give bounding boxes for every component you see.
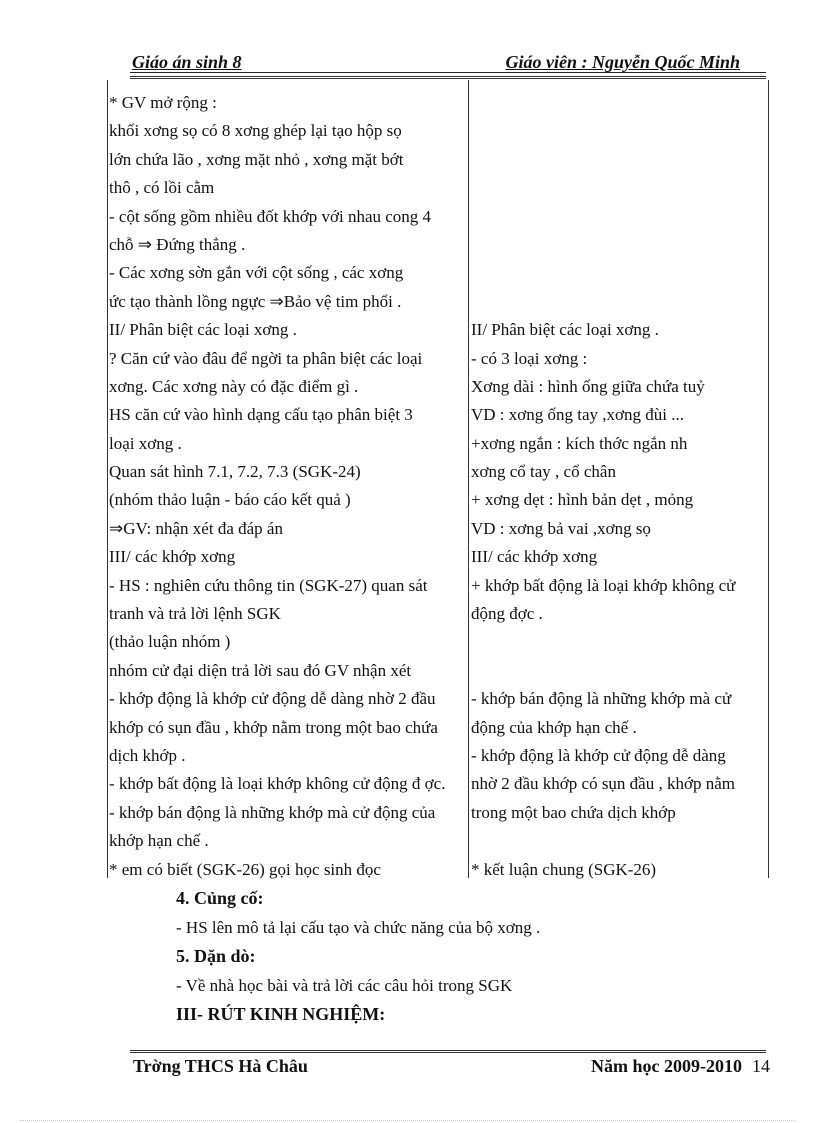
header-rule: [130, 72, 766, 73]
footer-double-rule: [130, 1050, 766, 1053]
section-cung-co-title: 4. Củng cố:: [176, 888, 264, 908]
table-line: (nhóm thảo luận - báo cáo kết quả ): [109, 490, 351, 510]
table-line: khớp hạn chế .: [109, 831, 209, 851]
lesson-table: [107, 80, 769, 878]
table-line: động của khớp hạn chế .: [471, 717, 637, 737]
table-line: * em có biết (SGK-26) gọi học sinh đọc: [109, 859, 381, 879]
table-line: lớn chứa lão , xơng mặt nhỏ , xơng mặt bớt: [109, 149, 404, 169]
table-right-border: [768, 80, 769, 878]
page-number: 14: [752, 1056, 770, 1076]
table-line: ức tạo thành lồng ngực ⇒Bảo vệ tim phổi .: [109, 291, 402, 311]
table-line: [471, 203, 767, 231]
table-line: [471, 288, 767, 316]
table-line: + khớp bất động là loại khớp không cử: [471, 575, 736, 595]
table-line: - khớp bất động là loại khớp không cử động đ ợc.: [109, 774, 446, 794]
table-line: ⇒GV: nhận xét đa đáp án: [109, 518, 283, 538]
table-line: [471, 259, 767, 287]
section-dan-do-text: - Về nhà học bài và trả lời các câu hỏi trong SGK: [176, 976, 513, 995]
table-line: Quan sát hình 7.1, 7.2, 7.3 (SGK-24): [109, 462, 361, 482]
footer-school: Trờng THCS Hà Châu: [133, 1056, 308, 1076]
table-line: - khớp động là khớp cử động dễ dàng nhờ 2 đầu: [109, 689, 436, 709]
section-cung-co-text: - HS lên mô tả lại cấu tạo và chức năng của bộ xơng .: [176, 918, 541, 937]
table-line: [471, 174, 767, 202]
page-edge: [20, 1120, 796, 1121]
table-line: + xơng dẹt : hình bản dẹt , mỏng: [471, 490, 694, 510]
table-line: II/ Phân biệt các loại xơng .: [109, 320, 297, 340]
table-line: ? Căn cứ vào đâu để ngời ta phân biệt các loại: [109, 348, 423, 368]
table-line: động đợc .: [471, 604, 543, 624]
table-line: khớp có sụn đầu , khớp nằm trong một bao chứa: [109, 717, 438, 737]
table-line: [471, 146, 767, 174]
page-header: [130, 50, 766, 74]
teacher-student-activity-column: [109, 89, 467, 884]
table-line: Xơng dài : hình ống giữa chứa tuỷ: [471, 376, 705, 396]
table-line: [471, 657, 767, 685]
table-line: thô , có lồi cằm: [109, 178, 215, 198]
table-line: * kết luận chung (SGK-26): [471, 859, 657, 879]
table-line: VD : xơng ống tay ,xơng đùi ...: [471, 405, 684, 425]
table-line: +xơng ngắn : kích thớc ngắn nh: [471, 433, 688, 453]
table-line: (thảo luận nhóm ): [109, 632, 231, 652]
footer-year: Năm học 2009-2010: [591, 1056, 742, 1076]
table-line: [471, 231, 767, 259]
table-line: chỗ ⇒ Đứng thẳng .: [109, 234, 246, 254]
page-footer: [130, 1056, 770, 1080]
table-column-divider: [468, 80, 469, 878]
table-line: - cột sống gồm nhiều đốt khớp với nhau cong 4: [109, 206, 432, 226]
section-dan-do-title: 5. Dặn dò:: [176, 946, 256, 966]
table-line: - có 3 loại xơng :: [471, 348, 588, 368]
table-line: - HS : nghiên cứu thông tin (SGK-27) quan sát: [109, 575, 428, 595]
table-line: [471, 117, 767, 145]
table-line: trong một bao chứa dịch khớp: [471, 802, 676, 822]
table-line: dịch khớp .: [109, 745, 186, 765]
table-line: [471, 827, 767, 855]
table-line: xơng cổ tay , cổ chân: [471, 462, 616, 482]
table-line: khối xơng sọ có 8 xơng ghép lại tạo hộp sọ: [109, 121, 402, 141]
header-teacher: Giáo viên : Nguyễn Quốc Minh: [505, 52, 740, 72]
table-line: VD : xơng bả vai ,xơng sọ: [471, 518, 651, 538]
closing-sections: [176, 884, 736, 1029]
table-line: - khớp động là khớp cử động dễ dàng: [471, 745, 726, 765]
table-line: - Các xơng sờn gắn với cột sống , các xơng: [109, 263, 404, 283]
table-line: - khớp bán động là những khớp mà cử động của: [109, 802, 436, 822]
header-subject: Giáo án sinh 8: [132, 52, 242, 72]
table-line: - khớp bán động là những khớp mà cử: [471, 689, 732, 709]
table-line: nhờ 2 đầu khớp có sụn đầu , khớp nằm: [471, 774, 735, 794]
lesson-content-column: [471, 89, 767, 884]
section-rut-kinh-nghiem: III- RÚT KINH NGHIỆM:: [176, 1004, 386, 1024]
table-line: nhóm cử đại diện trả lời sau đó GV nhận xét: [109, 660, 412, 680]
table-line: xơng. Các xơng này có đặc điểm gì .: [109, 376, 359, 396]
table-line: [471, 628, 767, 656]
table-line: III/ các khớp xơng: [471, 547, 598, 567]
table-line: [471, 89, 767, 117]
table-line: loại xơng .: [109, 433, 182, 453]
table-line: HS căn cứ vào hình dạng cấu tạo phân biệt 3: [109, 405, 413, 425]
table-left-border: [107, 80, 108, 878]
table-line: tranh và trả lời lệnh SGK: [109, 604, 281, 624]
table-line: III/ các khớp xơng: [109, 547, 236, 567]
table-line: * GV mở rộng :: [109, 93, 217, 112]
table-line: II/ Phân biệt các loại xơng .: [471, 320, 659, 340]
header-double-rule: [130, 76, 766, 79]
